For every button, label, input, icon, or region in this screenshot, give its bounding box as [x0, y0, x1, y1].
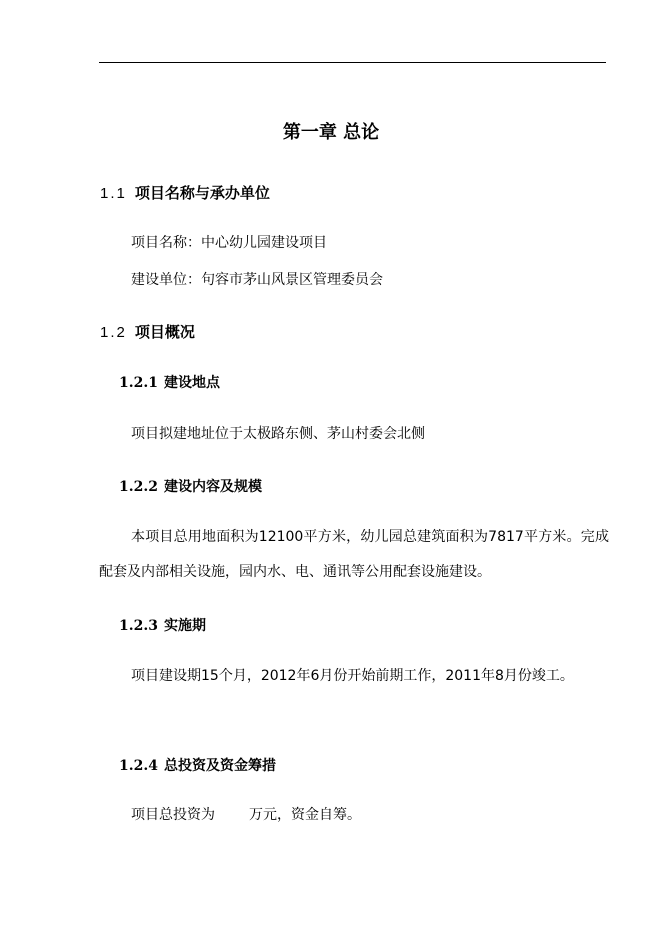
section-title: 项目概况 — [134, 323, 195, 341]
subsection-title: 实施期 — [163, 618, 206, 634]
construction-unit-line: 建设单位：句容市茅山风景区管理委员会 — [131, 272, 383, 288]
chapter-title: 第一章 总论 — [282, 122, 380, 143]
subsection-number: 1.2.4 — [119, 758, 158, 774]
subsection-heading-1-2-2 — [119, 480, 262, 494]
subsection-heading-1-2-3 — [119, 619, 206, 633]
subsection-heading-1-2-4 — [119, 759, 276, 773]
subsection-number: 1.2.3 — [119, 618, 158, 634]
subsection-number: 1.2.2 — [119, 479, 158, 495]
location-paragraph: 项目拟建地址位于太极路东侧、茅山村委会北侧 — [131, 426, 425, 442]
scale-paragraph: 本项目总用地面积为12100平方米，幼儿园总建筑面积为7817平方米。完成配套及内部相关设施，园内水、电、通讯等公用配套设施建设。 — [99, 529, 609, 580]
section-number: 1.2 — [100, 324, 127, 341]
subsection-title: 总投资及资金筹措 — [163, 758, 276, 774]
period-paragraph: 项目建设期15个月，2012年6月份开始前期工作，2011年8月份竣工。 — [131, 668, 574, 684]
section-number: 1.1 — [100, 185, 127, 202]
subsection-number: 1.2.1 — [119, 375, 158, 391]
investment-text-after: 万元，资金自筹。 — [249, 807, 361, 823]
investment-paragraph — [131, 808, 361, 822]
project-name-line: 项目名称：中心幼儿园建设项目 — [131, 235, 327, 251]
subsection-title: 建设内容及规模 — [163, 479, 262, 495]
section-title: 项目名称与承办单位 — [134, 184, 270, 202]
section-heading-1-2 — [100, 325, 195, 340]
header-rule — [99, 62, 606, 63]
section-heading-1-1 — [100, 186, 270, 201]
subsection-heading-1-2-1 — [119, 376, 220, 390]
investment-text-before: 项目总投资为 — [131, 807, 215, 823]
subsection-title: 建设地点 — [163, 375, 220, 391]
